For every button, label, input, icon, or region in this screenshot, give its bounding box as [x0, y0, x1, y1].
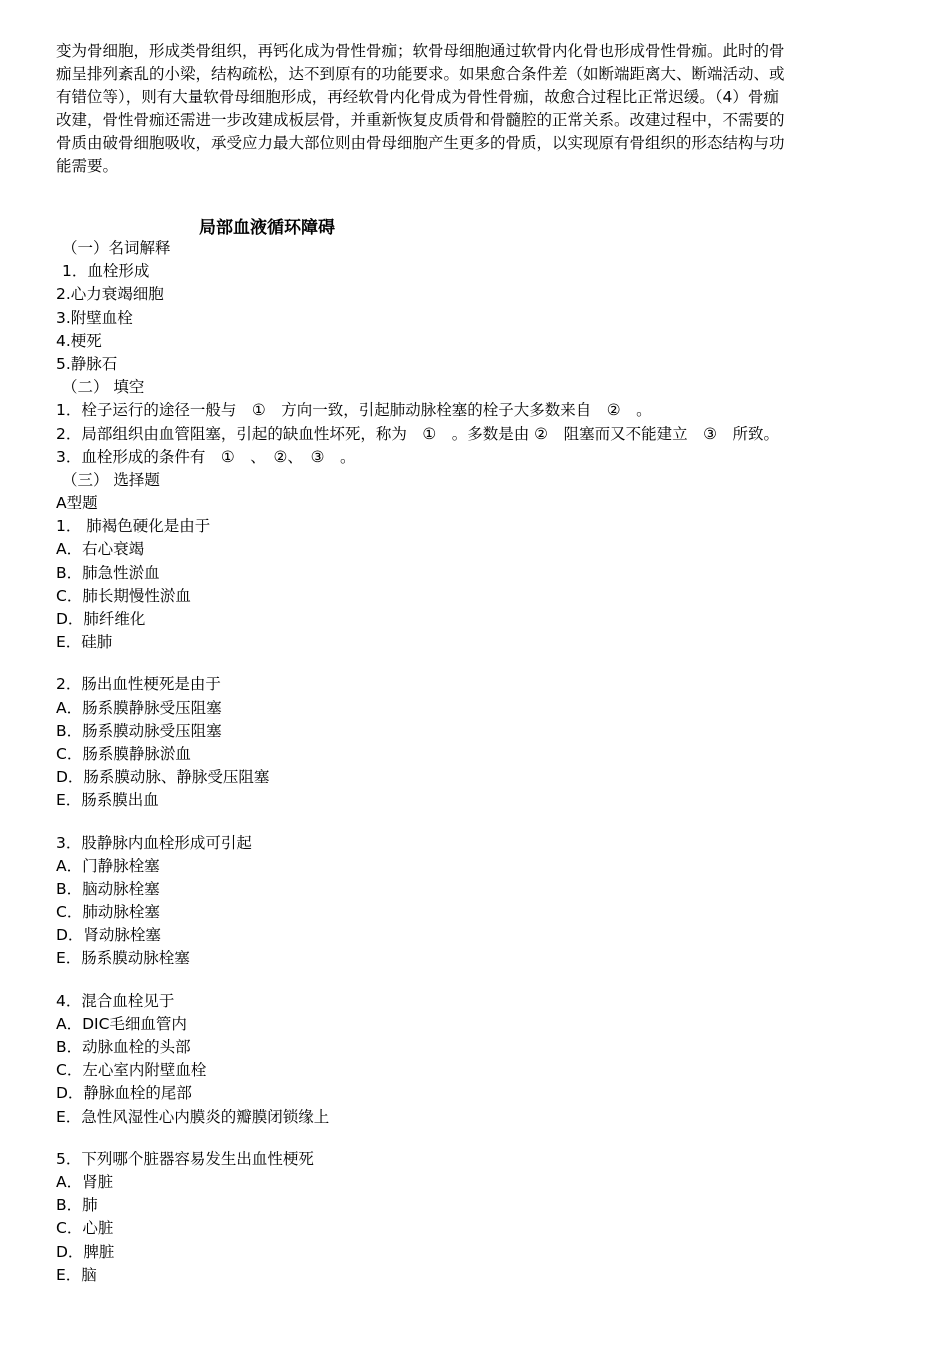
intro-paragraph [56, 40, 906, 178]
intro-line: 有错位等），则有大量软骨母细胞形成，再经软骨内化骨成为骨性骨痂，故愈合过程比正常迟缓。（4）骨痂 [56, 88, 779, 106]
answer-option: C．左心室内附壁血栓 [56, 1061, 207, 1080]
part1-heading: （一）名词解释 [62, 239, 171, 257]
answer-option: B．肺 [56, 1196, 98, 1215]
term-item: 3.附壁血栓 [56, 308, 133, 327]
spacer [56, 971, 916, 990]
answer-option: D．肾动脉栓塞 [56, 926, 161, 945]
spacer [56, 654, 916, 673]
answer-option: C．肺动脉栓塞 [56, 903, 160, 922]
term-item: 2.心力衰竭细胞 [56, 285, 164, 304]
question-stem: 3．股静脉内血栓形成可引起 [56, 833, 252, 852]
intro-line: 骨质由破骨细胞吸收，承受应力最大部位则由骨母细胞产生更多的骨质，以实现原有骨组织的形态结构与功 [56, 134, 785, 152]
answer-option: D．肺纤维化 [56, 610, 146, 628]
exercise-body [56, 237, 916, 1287]
question-stem: 1． 肺褐色硬化是由于 [56, 517, 211, 536]
answer-option: C．肺长期慢性淤血 [56, 586, 191, 605]
answer-option: E．硅肺 [56, 633, 113, 652]
fill-blank-item: 3．血栓形成的条件有 ① 、 ②、 ③ 。 [56, 447, 356, 466]
part2-heading: （二） 填空 [62, 378, 145, 397]
question-stem: 5．下列哪个脏器容易发生出血性梗死 [56, 1149, 314, 1168]
term-item: 5.静脉石 [56, 354, 118, 373]
fill-blank-item: 2．局部组织由血管阻塞，引起的缺血性坏死，称为 ① 。多数是由 ② 阻塞而又不能建立 ③ 所致。 [56, 424, 779, 443]
answer-option: B．动脉血栓的头部 [56, 1038, 191, 1056]
section-title: 局部血液循环障碍 [199, 218, 335, 238]
term-item: 4.梗死 [56, 331, 102, 350]
answer-option: A．DIC毛细血管内 [56, 1014, 187, 1033]
intro-line: 改建，骨性骨痂还需进一步改建成板层骨，并重新恢复皮质骨和骨髓腔的正常关系。改建过程中，不需要的 [56, 111, 785, 129]
answer-option: A．右心衰竭 [56, 540, 145, 559]
answer-option: C．心脏 [56, 1219, 114, 1238]
answer-option: D．脾脏 [56, 1242, 115, 1261]
answer-option: E．肠系膜动脉栓塞 [56, 949, 190, 968]
answer-option: B．肠系膜动脉受压阻塞 [56, 721, 222, 740]
question-stem: 2．肠出血性梗死是由于 [56, 675, 221, 694]
question-type-label: A型题 [56, 494, 98, 513]
answer-option: E．脑 [56, 1265, 97, 1284]
fill-blank-item: 1．栓子运行的途径一般与 ① 方向一致，引起肺动脉栓塞的栓子大多数来自 ② 。 [56, 401, 652, 420]
part3-heading: （三） 选择题 [62, 470, 160, 489]
answer-option: B．脑动脉栓塞 [56, 879, 160, 898]
answer-option: D．肠系膜动脉、静脉受压阻塞 [56, 768, 270, 787]
answer-option: A．门静脉栓塞 [56, 856, 160, 875]
answer-option: E．肠系膜出血 [56, 791, 159, 810]
term-item: 1．血栓形成 [62, 262, 150, 281]
intro-line: 能需要。 [56, 157, 119, 175]
answer-option: B．肺急性淤血 [56, 563, 160, 582]
spacer [56, 1129, 916, 1148]
answer-option: E．急性风湿性心内膜炎的瓣膜闭锁缘上 [56, 1107, 330, 1126]
answer-option: C．肠系膜静脉淤血 [56, 744, 191, 763]
spacer [56, 813, 916, 832]
answer-option: A．肠系膜静脉受压阻塞 [56, 698, 222, 717]
intro-line: 变为骨细胞，形成类骨组织，再钙化成为骨性骨痂；软骨母细胞通过软骨内化骨也形成骨性骨痂。此时的骨 [56, 42, 785, 60]
intro-line: 痂呈排列紊乱的小梁，结构疏松，达不到原有的功能要求。如果愈合条件差（如断端距离大、断端活动、或 [56, 65, 785, 83]
question-stem: 4．混合血栓见于 [56, 991, 175, 1010]
answer-option: D．静脉血栓的尾部 [56, 1084, 192, 1103]
answer-option: A．肾脏 [56, 1172, 114, 1191]
